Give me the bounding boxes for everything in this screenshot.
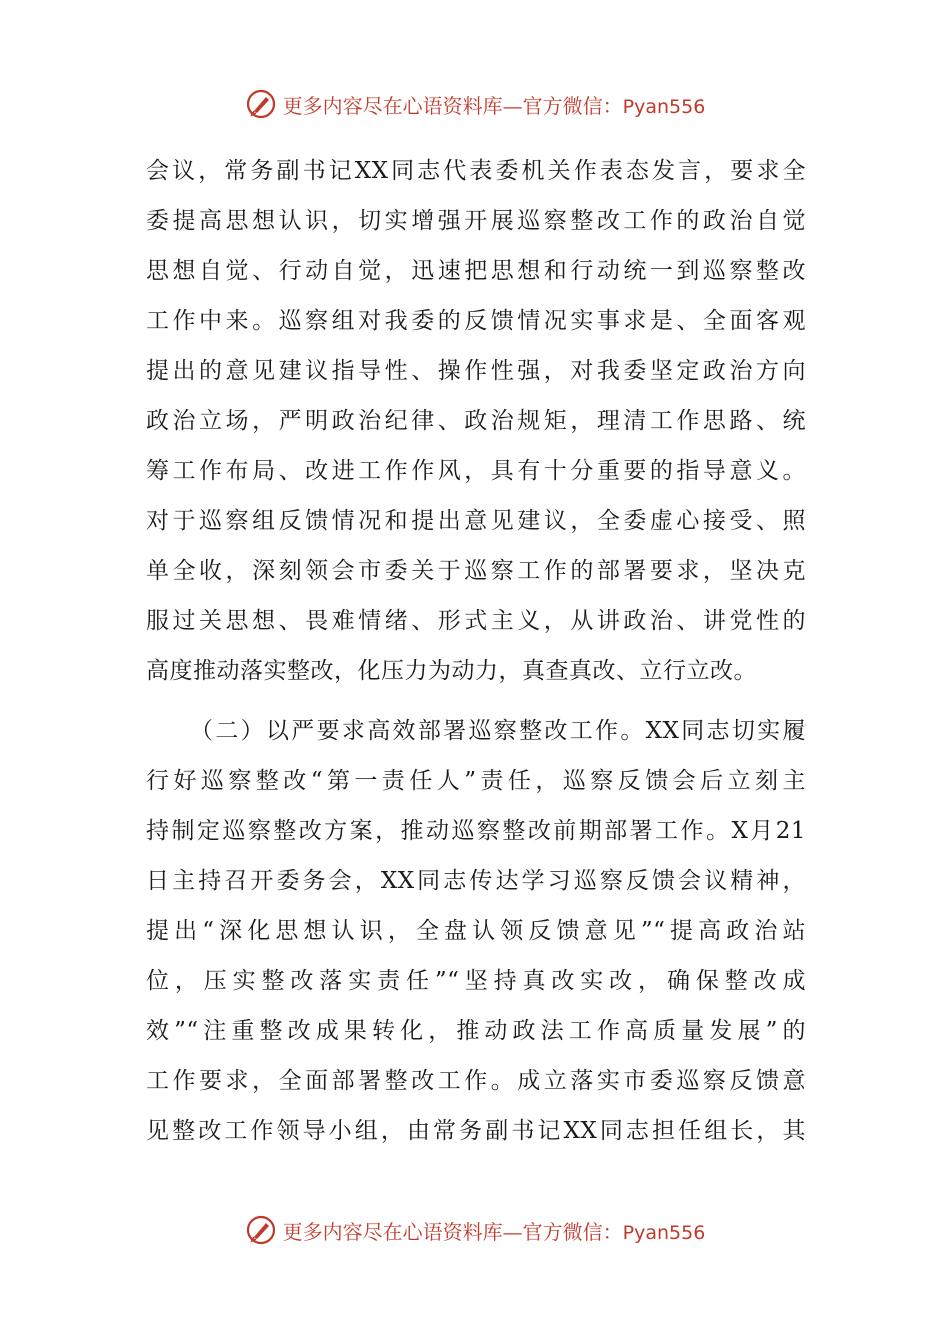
text-line: 提出“深化思想认识，全盘认领反馈意见”“提高政治站 <box>146 918 806 944</box>
text-line: 高度推动落实整改，化压力为动力，真查真改、立行立改。 <box>146 658 757 684</box>
header-banner <box>0 84 950 124</box>
text-line: 筹工作布局、改进工作作风，具有十分重要的指导意义。 <box>146 458 806 484</box>
text-line: 工作中来。巡察组对我委的反馈情况实事求是、全面客观 <box>146 308 806 334</box>
text-line: 会议，常务副书记XX同志代表委机关作表态发言，要求全 <box>146 158 806 184</box>
header-banner-text: 更多内容尽在心语资料库—官方微信：Pyan556 <box>282 93 706 118</box>
footer-wechat-id: Pyan556 <box>622 1221 706 1244</box>
text-line: 对于巡察组反馈情况和提出意见建议，全委虚心接受、照 <box>146 508 806 534</box>
text-line: 思想自觉、行动自觉，迅速把思想和行动统一到巡察整改 <box>146 258 806 284</box>
text-line: 行好巡察整改“第一责任人”责任，巡察反馈会后立刻主 <box>146 768 806 794</box>
footer-banner-text: 更多内容尽在心语资料库—官方微信：Pyan556 <box>282 1219 706 1244</box>
quill-logo-icon <box>245 88 277 120</box>
footer-banner <box>0 1210 950 1250</box>
text-line: 单全收，深刻领会市委关于巡察工作的部署要求，坚决克 <box>146 558 806 584</box>
header-wechat-id: Pyan556 <box>622 95 706 118</box>
text-line: （二）以严要求高效部署巡察整改工作。XX同志切实履 <box>190 718 806 744</box>
document-body <box>146 146 806 1156</box>
paragraph-1 <box>146 146 806 696</box>
text-line: 提出的意见建议指导性、操作性强，对我委坚定政治方向 <box>146 358 806 384</box>
text-line: 效”“注重整改成果转化，推动政法工作高质量发展”的 <box>146 1018 806 1044</box>
text-line: 日主持召开委务会，XX同志传达学习巡察反馈会议精神， <box>146 868 806 894</box>
text-line: 服过关思想、畏难情绪、形式主义，从讲政治、讲党性的 <box>146 608 806 634</box>
text-line: 位，压实整改落实责任”“坚持真改实改，确保整改成 <box>146 968 806 994</box>
text-line: 见整改工作领导小组，由常务副书记XX同志担任组长，其 <box>146 1118 806 1144</box>
paragraph-2 <box>146 706 806 1156</box>
text-line: 委提高思想认识，切实增强开展巡察整改工作的政治自觉 <box>146 208 806 234</box>
text-line: 持制定巡察整改方案，推动巡察整改前期部署工作。X月21 <box>146 818 806 844</box>
paragraph-gap <box>146 696 806 706</box>
text-line: 工作要求，全面部署整改工作。成立落实市委巡察反馈意 <box>146 1068 806 1094</box>
text-line: 政治立场，严明政治纪律、政治规矩，理清工作思路、统 <box>146 408 806 434</box>
quill-logo-icon <box>245 1214 277 1246</box>
